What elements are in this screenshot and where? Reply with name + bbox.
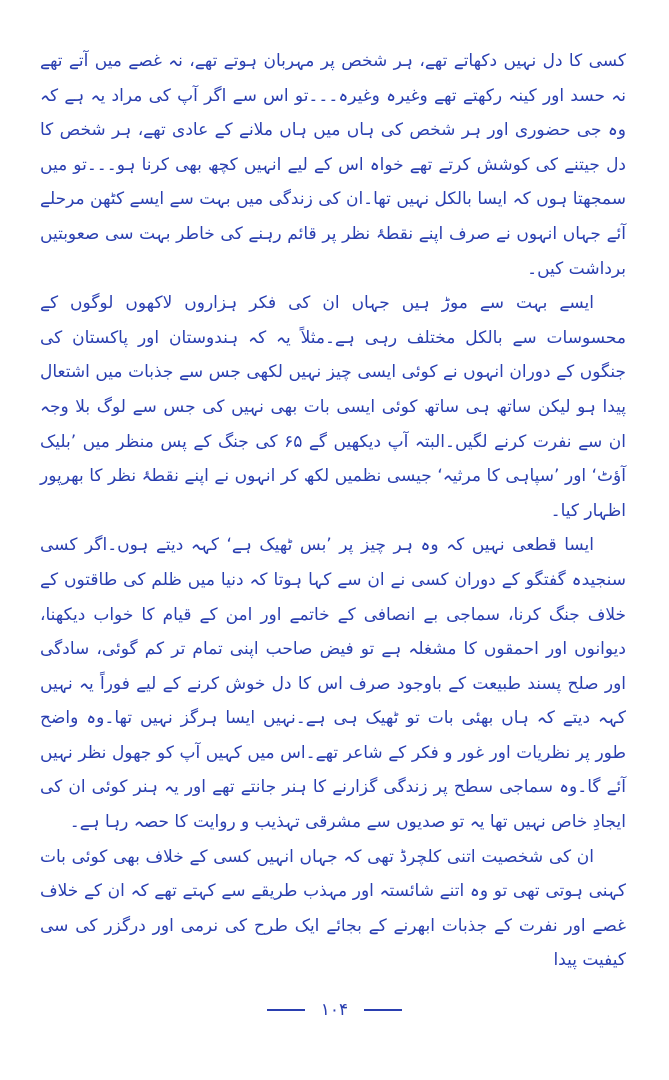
paragraph-4: ان کی شخصیت اتنی کلچرڈ تھی کہ جہاں انہیں کسی کے خلاف بھی کوئی بات کہنی ہوتی تھی تو وہ اتنے شائستہ اور مہذب طریقے سے کہتے تھے کہ ان کے خلاف غصے اور نفرت کے جذبات ابھرنے کے بجائے ایک طرح کی نرمی اور درگزر کی سی کیفیت پیدا: [40, 846, 626, 971]
paragraph-1: کسی کا دل نہیں دکھاتے تھے، ہر شخص پر مہربان ہوتے تھے، نہ غصے میں آتے تھے نہ حسد اور کینہ رکھتے تھے وغیرہ وغیرہ۔۔۔تو اس سے اگر آپ کی مراد یہ ہے کہ وہ جی حضوری اور ہر شخص کی ہاں میں ہاں ملانے کے عادی تھے، ہر شخص کا دل جیتنے کی کوشش کرتے تھے خواہ اس کے لیے انہیں کچھ بھی کرنا ہو۔۔۔تو میں سمجھتا ہوں کہ ایسا بالکل نہیں تھا۔ان کی زندگی میں بہت سے ایسے کٹھن مرحلے آئے جہاں انہوں نے صرف اپنے نقطۂ نظر پر قائم رہنے کی خاطر بہت سی صعوبتیں برداشت کیں۔: [40, 51, 626, 279]
page-footer: [0, 1000, 669, 1020]
footer-rule-right: [364, 1009, 402, 1011]
body-text: [40, 44, 626, 978]
footer-rule-left: [267, 1009, 305, 1011]
paragraph-2: ایسے بہت سے موڑ ہیں جہاں ان کی فکر ہزاروں لاکھوں لوگوں کے محسوسات سے بالکل مختلف رہی ہے۔مثلاً یہ کہ ہندوستان اور پاکستان کی جنگوں کے دوران انہوں نے کوئی ایسی چیز نہیں لکھی جس سے جذبات میں اشتعال پیدا ہو لیکن ساتھ ہی ساتھ کوئی ایسی بات بھی نہیں کی جس سے لوگ بلا وجہ ان سے نفرت کرنے لگیں۔البتہ آپ دیکھیں گے ۶۵ کی جنگ کے پس منظر میں ’بلیک آؤٹ‘ اور ’سپاہی کا مرثیہ‘ جیسی نظمیں لکھ کر انہوں نے اپنے نقطۂ نظر کا بھرپور اظہار کیا۔: [40, 293, 627, 521]
paragraph-3: ایسا قطعی نہیں کہ وہ ہر چیز پر ’بس ٹھیک ہے‘ کہہ دیتے ہوں۔اگر کسی سنجیدہ گفتگو کے دوران کسی نے ان سے کہا ہوتا کہ دنیا میں ظلم کی طاقتوں کے خلاف جنگ کرنا، سماجی بے انصافی کے خاتمے اور امن کے قیام کا خواب دیکھنا، دیوانوں اور احمقوں کا مشغلہ ہے تو فیض صاحب اپنی تمام تر کم گوئی، سادگی اور صلح پسند طبیعت کے باوجود صرف اس کا دل خوش کرنے کے لیے فوراً یہ نہیں کہہ دیتے کہ ہاں بھئی بات تو ٹھیک ہی ہے۔نہیں ایسا ہرگز نہیں تھا۔وہ واضح طور پر نظریات اور غور و فکر کے شاعر تھے۔اس میں کہیں آپ کو جھول نظر نہیں آئے گا۔وہ سماجی سطح پر زندگی گزارنے کا ہنر جانتے تھے اور یہ ہنر کوئی ان کی ایجادِ خاص نہیں تھا یہ تو صدیوں سے مشرقی تہذیب و روایت کا حصہ رہا ہے۔: [40, 535, 626, 833]
page-number: ۱۰۴: [320, 1000, 349, 1020]
